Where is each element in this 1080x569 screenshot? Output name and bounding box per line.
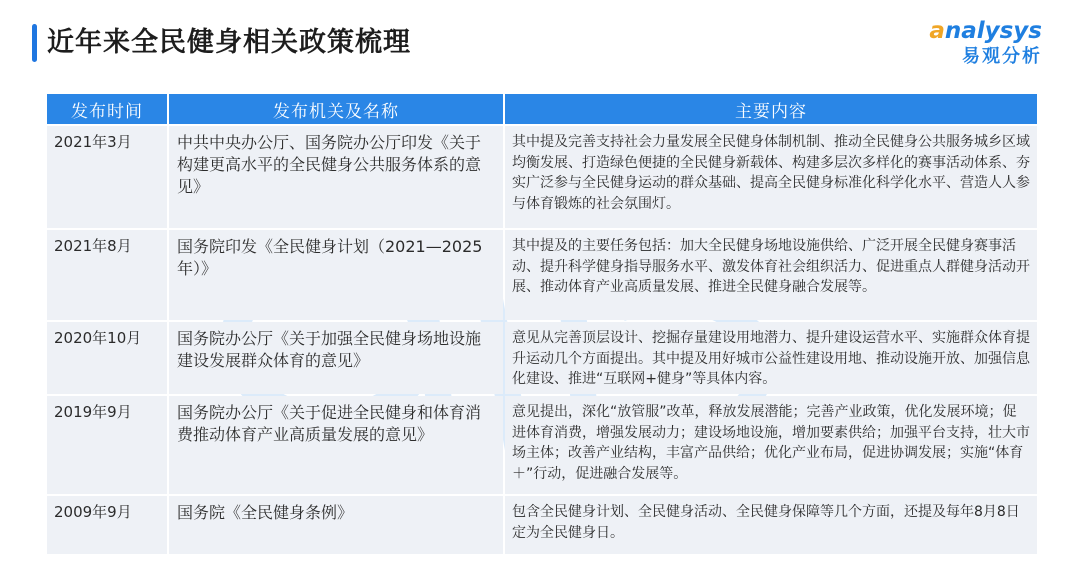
cell-date: 2020年10月 xyxy=(47,322,167,394)
cell-date: 2021年3月 xyxy=(47,126,167,228)
cell-content: 意见提出，深化“放管服”改革，释放发展潜能；完善产业政策，优化发展环境；促进体育消费，增强发展动力；建设场地设施，增加要素供给；加强平台支持，壮大市场主体；改善产业结构，丰富产品供给；优化产业布局，促进协调发展；实施“体育＋”行动，促进融合发展等。 xyxy=(505,396,1037,494)
table-row xyxy=(47,396,1037,494)
logo-subtitle: 易观分析 xyxy=(962,46,1042,67)
page-title: 近年来全民健身相关政策梳理 xyxy=(47,27,411,58)
logo-wordmark-rest: nalysys xyxy=(944,18,1042,44)
cell-content: 其中提及的主要任务包括：加大全民健身场地设施供给、广泛开展全民健身赛事活动、提升科学健身指导服务水平、激发体育社会组织活力、促进重点人群健身活动开展、推动体育产业高质量发展、推进全民健身融合发展等。 xyxy=(505,230,1037,320)
cell-issuer: 国务院办公厅《关于加强全民健身场地设施建设发展群众体育的意见》 xyxy=(169,322,503,394)
cell-date: 2019年9月 xyxy=(47,396,167,494)
cell-issuer: 国务院《全民健身条例》 xyxy=(169,496,503,554)
cell-date: 2021年8月 xyxy=(47,230,167,320)
policy-table xyxy=(45,92,1039,556)
table-row xyxy=(47,230,1037,320)
header-date: 发布时间 xyxy=(47,94,167,124)
cell-issuer: 中共中央办公厅、国务院办公厅印发《关于构建更高水平的全民健身公共服务体系的意见》 xyxy=(169,126,503,228)
cell-content: 其中提及完善支持社会力量发展全民健身体制机制、推动全民健身公共服务城乡区域均衡发展、打造绿色便捷的全民健身新载体、构建多层次多样化的赛事活动体系、夯实广泛参与全民健身运动的群众基础、提高全民健身标准化科学化水平、营造人人参与体育锻炼的社会氛围灯。 xyxy=(505,126,1037,228)
table-row xyxy=(47,496,1037,554)
header-content: 主要内容 xyxy=(505,94,1037,124)
table-header-row xyxy=(47,94,1037,124)
cell-issuer: 国务院办公厅《关于促进全民健身和体育消费推动体育产业高质量发展的意见》 xyxy=(169,396,503,494)
logo-wordmark-lead: a xyxy=(929,18,945,44)
table-row xyxy=(47,126,1037,228)
logo-wordmark xyxy=(929,18,1042,44)
cell-issuer: 国务院印发《全民健身计划（2021—2025年）》 xyxy=(169,230,503,320)
cell-date: 2009年9月 xyxy=(47,496,167,554)
analysys-logo xyxy=(929,18,1042,69)
cell-content: 意见从完善顶层设计、挖掘存量建设用地潜力、提升建设运营水平、实施群众体育提升运动几个方面提出。其中提及用好城市公益性建设用地、推动设施开放、加强信息化建设、推进“互联网+健身”等具体内容。 xyxy=(505,322,1037,394)
table-row xyxy=(47,322,1037,394)
cell-content: 包含全民健身计划、全民健身活动、全民健身保障等几个方面，还提及每年8月8日定为全民健身日。 xyxy=(505,496,1037,554)
header-issuer: 发布机关及名称 xyxy=(169,94,503,124)
title-accent-bar xyxy=(32,24,37,62)
